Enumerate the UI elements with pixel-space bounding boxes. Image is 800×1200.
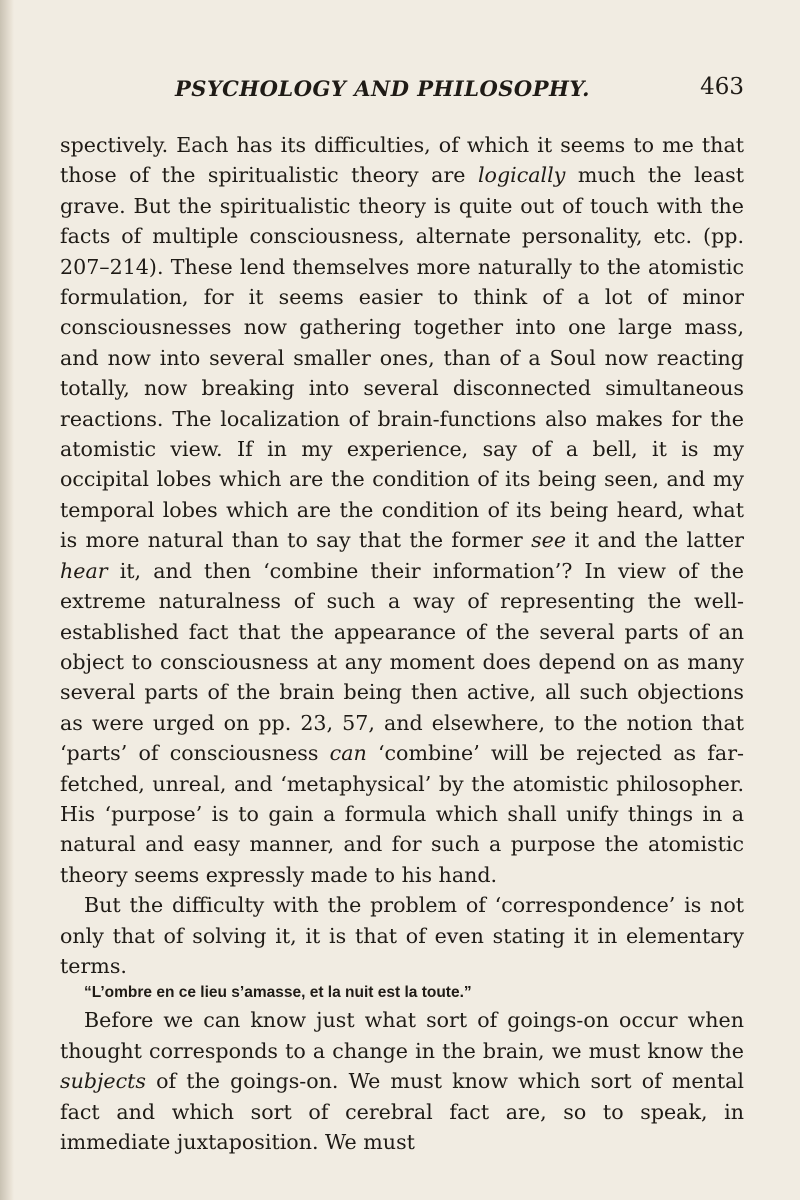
emphasis-see: see: [531, 528, 567, 553]
paragraph-subjects: Before we can know just what sort of goings-on occur when thought corresponds to a change in the brain, we must know the subjects of the goings-on. We must know which sort of mental fact and which sort of cerebral fact are, so to speak, in immediate juxtaposition. We must: [60, 1008, 744, 1154]
emphasis-hear: hear: [60, 558, 108, 583]
block-quote: “L’ombre en ce lieu s’amasse, et la nuit est la toute.”: [84, 984, 472, 1002]
emphasis-subjects: subjects: [60, 1069, 146, 1094]
book-page: [60, 72, 744, 1157]
emphasis-logically: logically: [477, 163, 566, 188]
paragraph-continued: spectively. Each has its difficulties, of which it seems to me that those of the spiritualistic theory are logically much the least grave. But the spiritualistic theory is quite out of touch with the facts of multiple consciousness, alternate personality, etc. (pp. 207–214). These lend themselves more naturally to the atomistic formulation, for it seems easier to think of a lot of minor consciousnesses now gathering together into one large mass, and now into several smaller ones, than of a Soul now reacting totally, now breaking into several disconnected simultaneous reactions. The localization of brain-functions also makes for the atomistic view. If in my experience, say of a bell, it is my occipital lobes which are the condition of its being seen, and my temporal lobes which are the condition of its being heard, what is more natural than to say that the former see it and the latter hear it, and then ‘combine their information’? In view of the extreme naturalness of such a way of representing the well-established fact that the appearance of the several parts of an object to consciousness at any moment does depend on as many several parts of the brain being then active, all such objections as were urged on pp. 23, 57, and elsewhere, to the notion that ‘parts’ of consciousness can ‘combine’ will be rejected as far-fetched, unreal, and ‘metaphysical’ by the atomistic philosopher. His ‘purpose’ is to gain a formula which shall unify things in a natural and easy manner, and for such a purpose the atomistic theory seems expressly made to his hand.: [60, 133, 745, 887]
page-header: [60, 72, 744, 108]
running-head: PSYCHOLOGY AND PHILOSOPHY.: [175, 76, 590, 101]
body-text: [60, 130, 744, 1157]
page-number: 463: [700, 74, 744, 100]
emphasis-can: can: [329, 741, 367, 766]
paragraph-correspondence: But the difficulty with the problem of ‘correspondence’ is not only that of solving it, it is that of even stating it in elementary terms.: [60, 893, 744, 978]
book-spine-shadow: [0, 0, 14, 1200]
